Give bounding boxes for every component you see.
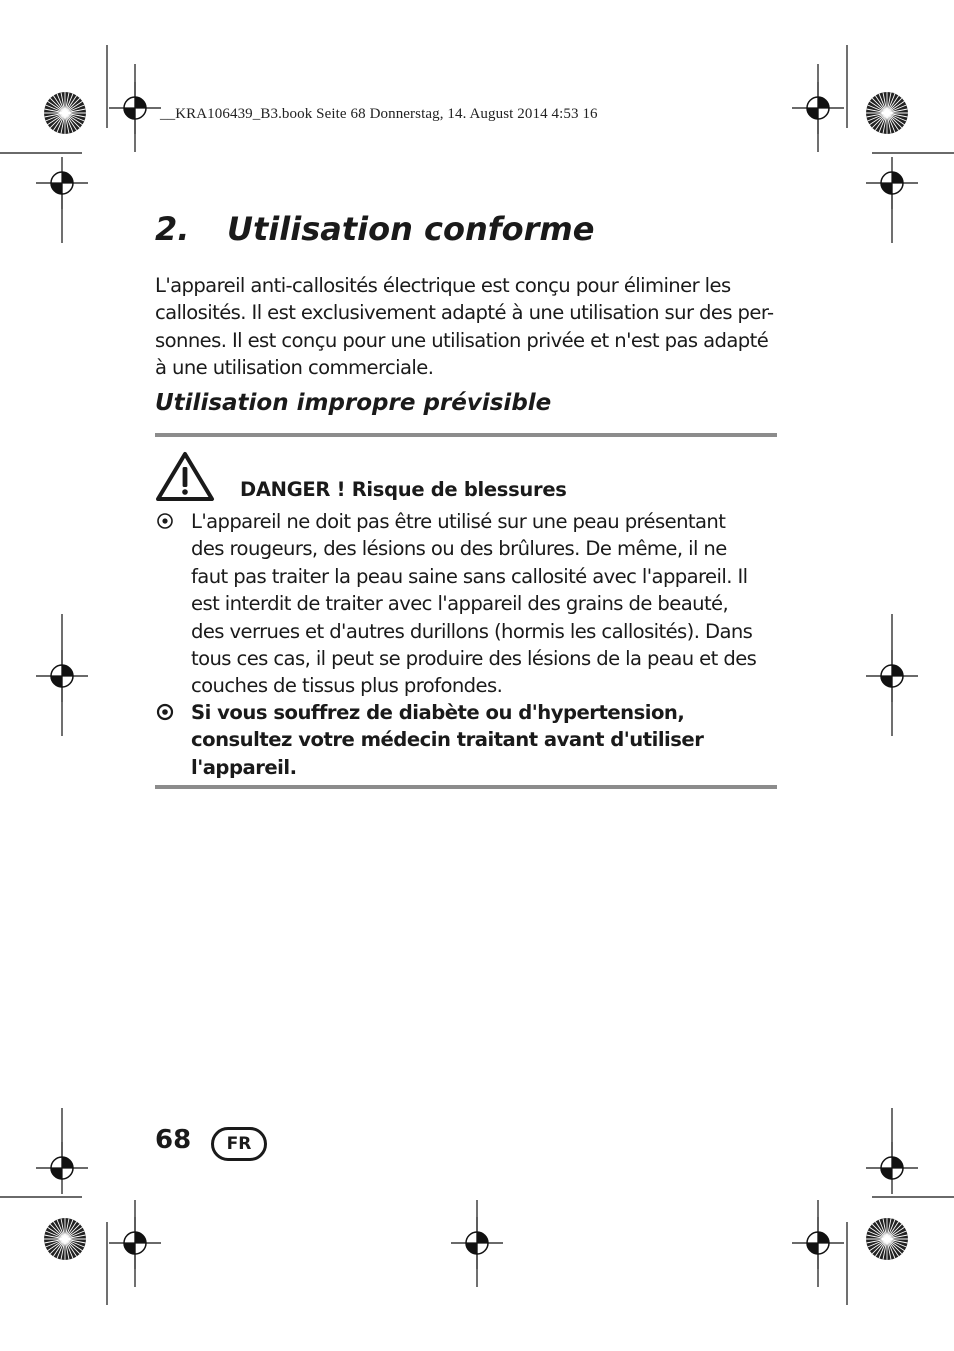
bullet-icon [155, 702, 175, 722]
intro-line: callosités. Il est exclusivement adapté à une utilisation sur des per- [155, 301, 774, 325]
language-badge: FR [211, 1127, 267, 1161]
warning-top-rule [155, 433, 777, 437]
bullet-line: Si vous souffrez de diabète ou d'hypertension, [191, 701, 685, 724]
bullet-icon [155, 511, 175, 531]
bullet-text [191, 508, 791, 700]
bullet-text [191, 699, 791, 781]
page-number: 68 [155, 1125, 192, 1155]
section-title: Utilisation conforme [227, 210, 595, 248]
bullet-line: est interdit de traiter avec l'appareil des grains de beauté, [191, 592, 729, 616]
intro-line: à une utilisation commerciale. [155, 356, 434, 380]
intro-line: L'appareil anti-callosités électrique est conçu pour éliminer les [155, 274, 731, 297]
bullet-line: faut pas traiter la peau saine sans callosité avec l'appareil. Il [191, 564, 748, 588]
bullet-line: L'appareil ne doit pas être utilisé sur une peau présentant [191, 510, 726, 533]
section-heading [155, 210, 594, 248]
intro-line: sonnes. Il est conçu pour une utilisation privée et n'est pas adapté [155, 328, 769, 352]
bullet-line: tous ces cas, il peut se produire des lésions de la peau et des [191, 647, 757, 671]
section-number: 2. [155, 210, 190, 248]
warning-bottom-rule [155, 785, 777, 789]
bullet-line: des rougeurs, des lésions ou des brûlures. De même, il ne [191, 537, 727, 561]
danger-heading: DANGER ! Risque de blessures [240, 478, 567, 501]
bullet-line: couches de tissus plus profondes. [191, 674, 503, 698]
bullet-line: l'appareil. [191, 755, 297, 779]
bullet-line: consultez votre médecin traitant avant d'utiliser [191, 728, 704, 752]
subsection-title: Utilisation impropre prévisible [155, 390, 552, 416]
warning-triangle-icon [155, 450, 215, 502]
bullet-line: des verrues et d'autres durillons (hormis les callosités). Dans [191, 619, 753, 643]
print-file-info: __KRA106439_B3.book Seite 68 Donnerstag, 14. August 2014 4:53 16 [160, 106, 598, 122]
intro-paragraph [155, 272, 785, 382]
